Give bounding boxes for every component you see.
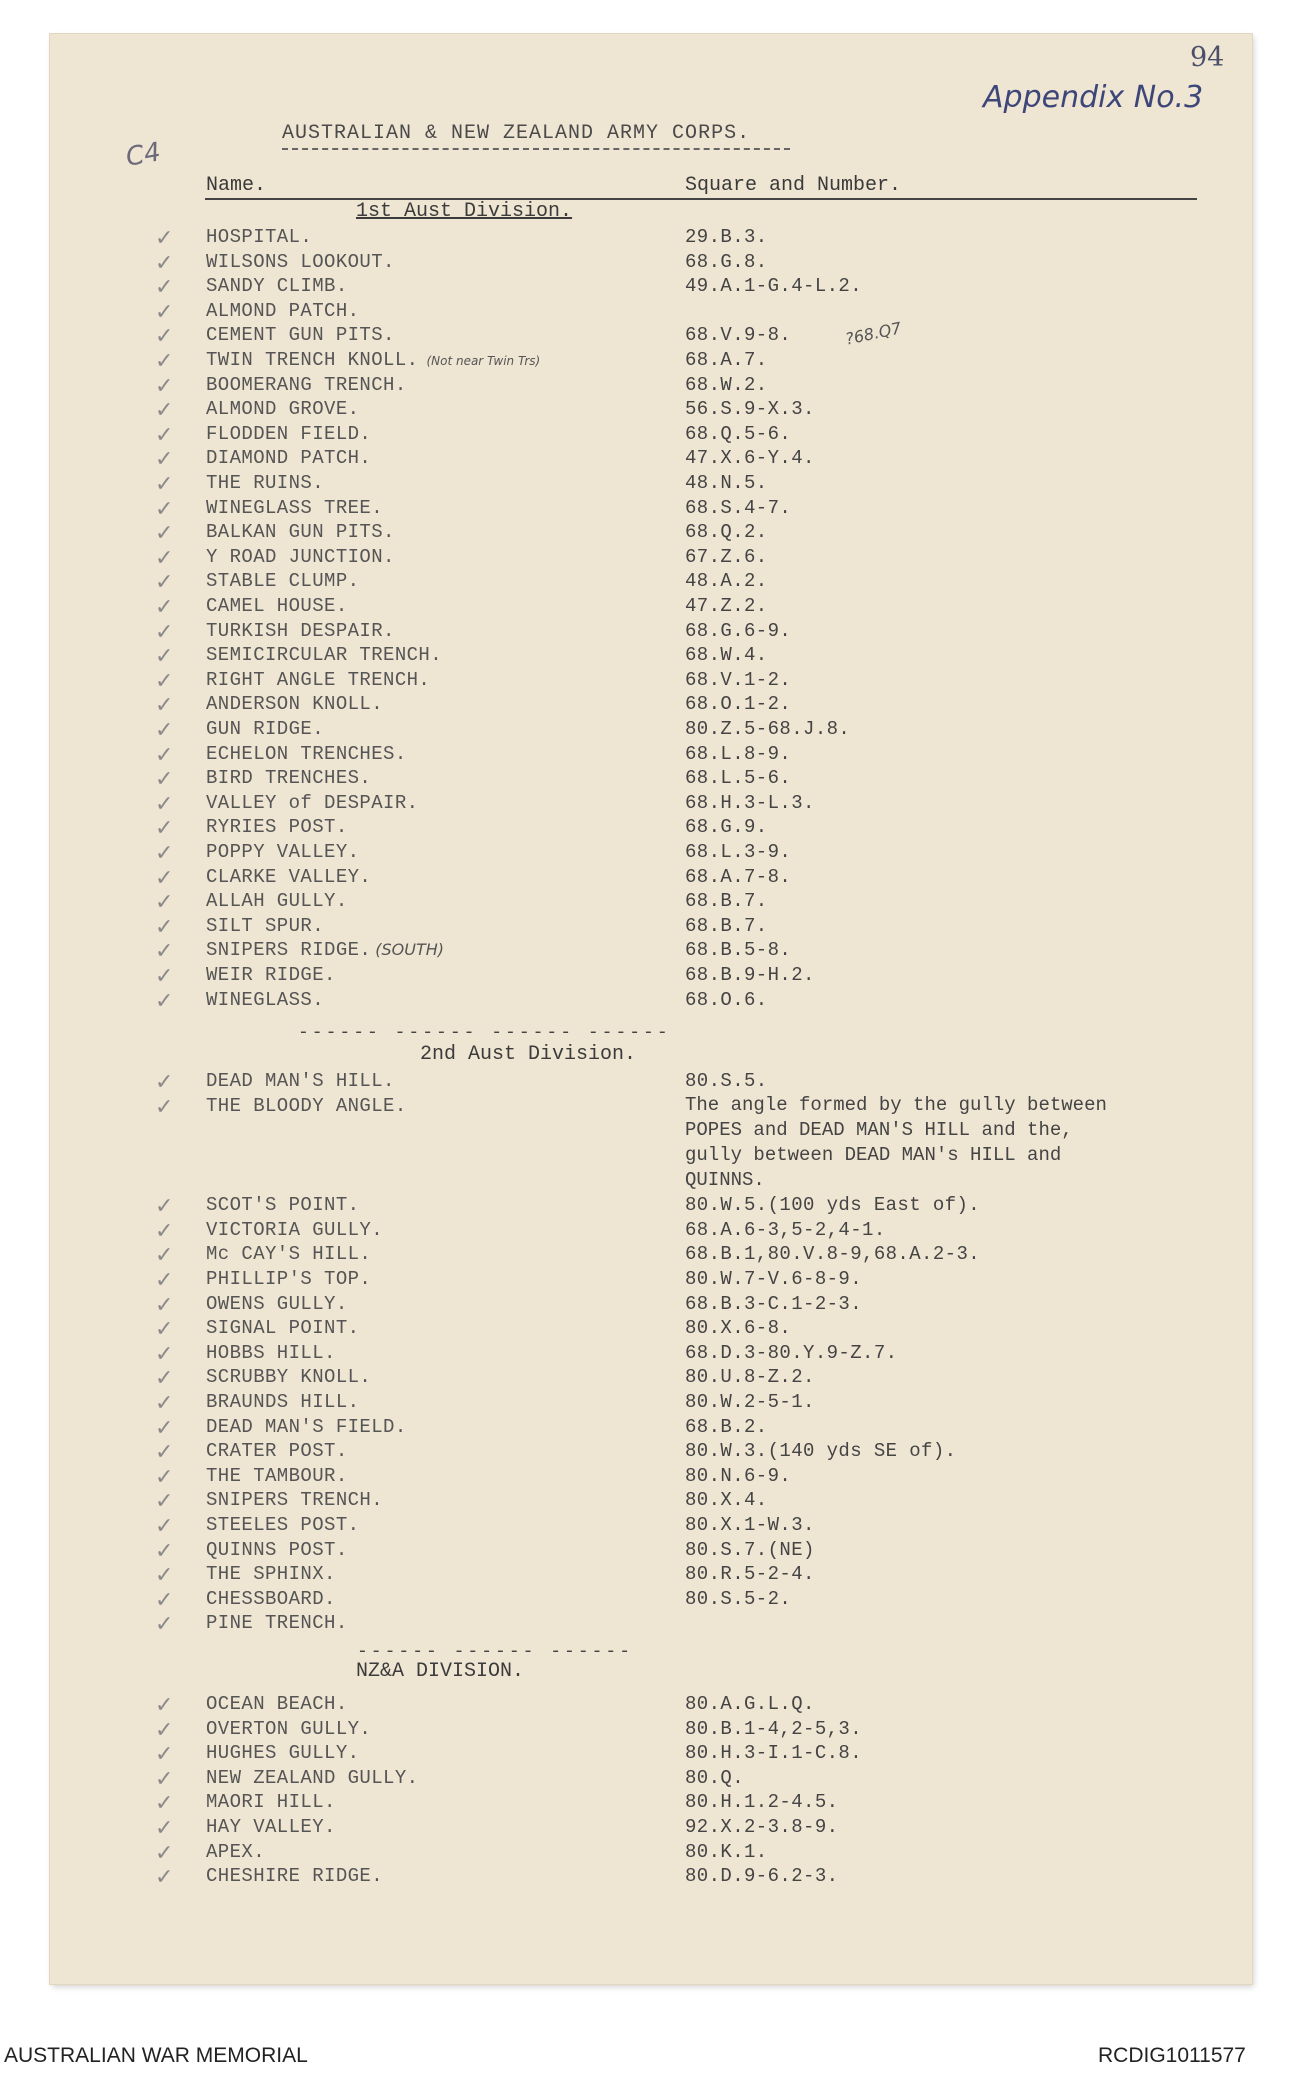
square-number: 56.S.9-X.3. — [685, 398, 815, 420]
place-name: POPPY VALLEY. — [206, 841, 360, 863]
check-mark-icon: ✓ — [155, 693, 174, 718]
check-mark-icon: ✓ — [155, 792, 174, 817]
check-mark-icon: ✓ — [155, 1194, 174, 1219]
table-row — [0, 546, 1250, 570]
table-row — [0, 1718, 1250, 1742]
place-name: BIRD TRENCHES. — [206, 767, 372, 789]
check-mark-icon: ✓ — [155, 644, 174, 669]
place-annotation: (SOUTH) — [375, 940, 444, 959]
check-mark-icon: ✓ — [155, 1293, 174, 1318]
square-number: 68.O.6. — [685, 989, 768, 1011]
check-mark-icon: ✓ — [155, 1563, 174, 1588]
place-name: SNIPERS RIDGE. (SOUTH) — [206, 939, 444, 961]
check-mark-icon: ✓ — [155, 1416, 174, 1441]
place-name: VALLEY of DESPAIR. — [206, 792, 419, 814]
table-row — [0, 816, 1250, 840]
square-number: 68.W.2. — [685, 374, 768, 396]
square-number: 68.Q.2. — [685, 521, 768, 543]
place-name: QUINNS POST. — [206, 1539, 348, 1561]
place-name: STABLE CLUMP. — [206, 570, 360, 592]
check-mark-icon: ✓ — [155, 890, 174, 915]
section-title-2nd-aust: 2nd Aust Division. — [420, 1043, 637, 1066]
square-number: 68.B.9-H.2. — [685, 964, 815, 986]
table-row — [0, 398, 1250, 422]
square-number: 80.W.7-V.6-8-9. — [685, 1268, 863, 1290]
table-row — [0, 275, 1250, 299]
place-name: WINEGLASS. — [206, 989, 325, 1011]
place-name: NEW ZEALAND GULLY. — [206, 1767, 419, 1789]
check-mark-icon: ✓ — [155, 1317, 174, 1342]
place-name: WINEGLASS TREE. — [206, 497, 384, 519]
place-name: CAMEL HOUSE. — [206, 595, 348, 617]
place-name: PHILLIP'S TOP. — [206, 1268, 372, 1290]
check-mark-icon: ✓ — [155, 939, 174, 964]
square-number: 80.Z.5-68.J.8. — [685, 718, 851, 740]
square-number: 68.D.3-80.Y.9-Z.7. — [685, 1342, 898, 1364]
square-number: 68.B.7. — [685, 915, 768, 937]
square-number: 80.S.7.(NE) — [685, 1539, 815, 1561]
table-row — [0, 447, 1250, 471]
check-mark-icon: ✓ — [155, 1865, 174, 1890]
table-row — [0, 226, 1250, 250]
section-separator-2: ------ ------ ------ — [357, 1642, 634, 1662]
square-number: 80.W.3.(140 yds SE of). — [685, 1440, 957, 1462]
check-mark-icon: ✓ — [155, 300, 174, 325]
table-row — [0, 669, 1250, 693]
table-row — [0, 251, 1250, 275]
square-number: 80.W.2-5-1. — [685, 1391, 815, 1413]
place-name: TURKISH DESPAIR. — [206, 620, 395, 642]
check-mark-icon: ✓ — [155, 1070, 174, 1095]
place-name: DEAD MAN'S HILL. — [206, 1070, 395, 1092]
square-number: 68.V.9-8. — [685, 324, 792, 346]
place-name: WILSONS LOOKOUT. — [206, 251, 395, 273]
place-name: THE BLOODY ANGLE. — [206, 1095, 407, 1117]
table-row — [0, 1342, 1250, 1366]
section-title-1st-aust: 1st Aust Division. — [356, 200, 573, 223]
square-number: 47.X.6-Y.4. — [685, 447, 815, 469]
square-number: 68.O.1-2. — [685, 693, 792, 715]
check-mark-icon: ✓ — [155, 324, 174, 349]
check-mark-icon: ✓ — [155, 1612, 174, 1637]
check-mark-icon: ✓ — [155, 1095, 174, 1120]
table-row — [0, 1742, 1250, 1766]
square-number: 68.B.5-8. — [685, 939, 792, 961]
table-row — [0, 324, 1250, 348]
place-name: RYRIES POST. — [206, 816, 348, 838]
table-row — [0, 521, 1250, 545]
check-mark-icon: ✓ — [155, 1219, 174, 1244]
place-name: APEX. — [206, 1841, 266, 1863]
check-mark-icon: ✓ — [155, 275, 174, 300]
place-name: TWIN TRENCH KNOLL. (Not near Twin Trs) — [206, 349, 541, 371]
square-number: 68.L.3-9. — [685, 841, 792, 863]
bloody-angle-description: The angle formed by the gully between POPES and DEAD MAN'S HILL and the, gully between DEAD MAN's HILL and QUINNS. — [685, 1094, 1107, 1191]
square-number: 80.S.5-2. — [685, 1588, 792, 1610]
table-row — [0, 1243, 1250, 1267]
table-row — [0, 841, 1250, 865]
table-row — [0, 1219, 1250, 1243]
table-row — [0, 1865, 1250, 1889]
table-row — [0, 767, 1250, 791]
check-mark-icon: ✓ — [155, 620, 174, 645]
table-row — [0, 964, 1250, 988]
place-name: BOOMERANG TRENCH. — [206, 374, 407, 396]
check-mark-icon: ✓ — [155, 521, 174, 546]
table-row — [0, 989, 1250, 1013]
table-row — [0, 1816, 1250, 1840]
table-row — [0, 1693, 1250, 1717]
handwritten-reference: ?68.Q7 — [843, 318, 904, 349]
table-row — [0, 1588, 1250, 1612]
check-mark-icon: ✓ — [155, 423, 174, 448]
table-row — [0, 1440, 1250, 1464]
square-number: 68.G.6-9. — [685, 620, 792, 642]
square-number: 68.G.8. — [685, 251, 768, 273]
check-mark-icon: ✓ — [155, 841, 174, 866]
table-row — [0, 1489, 1250, 1513]
footer-source: AUSTRALIAN WAR MEMORIAL — [4, 2044, 308, 2067]
table-row — [0, 915, 1250, 939]
check-mark-icon: ✓ — [155, 989, 174, 1014]
margin-mark: C4 — [123, 137, 164, 173]
check-mark-icon: ✓ — [155, 743, 174, 768]
square-number: 68.S.4-7. — [685, 497, 792, 519]
check-mark-icon: ✓ — [155, 767, 174, 792]
square-number: 67.Z.6. — [685, 546, 768, 568]
heading-rule — [282, 148, 790, 150]
check-mark-icon: ✓ — [155, 1391, 174, 1416]
square-number: 68.G.9. — [685, 816, 768, 838]
square-number: 80.W.5.(100 yds East of). — [685, 1194, 981, 1216]
place-name: SNIPERS TRENCH. — [206, 1489, 384, 1511]
check-mark-icon: ✓ — [155, 964, 174, 989]
place-name: CHESHIRE RIDGE. — [206, 1865, 384, 1887]
check-mark-icon: ✓ — [155, 1718, 174, 1743]
table-row — [0, 1366, 1250, 1390]
check-mark-icon: ✓ — [155, 349, 174, 374]
check-mark-icon: ✓ — [155, 915, 174, 940]
check-mark-icon: ✓ — [155, 1514, 174, 1539]
check-mark-icon: ✓ — [155, 866, 174, 891]
table-row — [0, 1268, 1250, 1292]
table-row — [0, 693, 1250, 717]
check-mark-icon: ✓ — [155, 1693, 174, 1718]
place-name: VICTORIA GULLY. — [206, 1219, 384, 1241]
place-name: STEELES POST. — [206, 1514, 360, 1536]
square-number: 80.U.8-Z.2. — [685, 1366, 815, 1388]
place-name: ALMOND PATCH. — [206, 300, 360, 322]
check-mark-icon: ✓ — [155, 1465, 174, 1490]
place-name: HOBBS HILL. — [206, 1342, 336, 1364]
table-row — [0, 423, 1250, 447]
square-number: 68.V.1-2. — [685, 669, 792, 691]
square-number: 80.H.1.2-4.5. — [685, 1791, 839, 1813]
square-number: 68.B.3-C.1-2-3. — [685, 1293, 863, 1315]
square-number: 80.X.1-W.3. — [685, 1514, 815, 1536]
square-number: 68.A.7. — [685, 349, 768, 371]
square-number: 80.X.6-8. — [685, 1317, 792, 1339]
place-name: DEAD MAN'S FIELD. — [206, 1416, 407, 1438]
place-name: HAY VALLEY. — [206, 1816, 336, 1838]
square-number: 68.L.8-9. — [685, 743, 792, 765]
square-number: 80.B.1-4,2-5,3. — [685, 1718, 863, 1740]
check-mark-icon: ✓ — [155, 1366, 174, 1391]
place-name: RIGHT ANGLE TRENCH. — [206, 669, 431, 691]
place-name: SCRUBBY KNOLL. — [206, 1366, 372, 1388]
square-number: 80.X.4. — [685, 1489, 768, 1511]
table-row — [0, 1767, 1250, 1791]
check-mark-icon: ✓ — [155, 1489, 174, 1514]
check-mark-icon: ✓ — [155, 497, 174, 522]
square-number: 48.A.2. — [685, 570, 768, 592]
square-number: 48.N.5. — [685, 472, 768, 494]
place-name: DIAMOND PATCH. — [206, 447, 372, 469]
check-mark-icon: ✓ — [155, 1342, 174, 1367]
table-row — [0, 1194, 1250, 1218]
table-row — [0, 1070, 1250, 1094]
square-number: 80.N.6-9. — [685, 1465, 792, 1487]
header-rule — [205, 198, 1197, 200]
table-row — [0, 1612, 1250, 1636]
place-name: OCEAN BEACH. — [206, 1693, 348, 1715]
table-row — [0, 1514, 1250, 1538]
table-row — [0, 1563, 1250, 1587]
check-mark-icon: ✓ — [155, 595, 174, 620]
check-mark-icon: ✓ — [155, 1243, 174, 1268]
table-row — [0, 890, 1250, 914]
footer-id: RCDIG1011577 — [1098, 2044, 1246, 2067]
square-number: 80.S.5. — [685, 1070, 768, 1092]
square-number: 68.B.7. — [685, 890, 768, 912]
square-number: 80.D.9-6.2-3. — [685, 1865, 839, 1887]
place-name: CLARKE VALLEY. — [206, 866, 372, 888]
column-header-name: Name. — [206, 174, 267, 197]
square-number: 29.B.3. — [685, 226, 768, 248]
table-row — [0, 300, 1250, 324]
check-mark-icon: ✓ — [155, 1791, 174, 1816]
place-name: BRAUNDS HILL. — [206, 1391, 360, 1413]
table-row — [0, 1317, 1250, 1341]
square-number: 49.A.1-G.4-L.2. — [685, 275, 863, 297]
place-name: ALLAH GULLY. — [206, 890, 348, 912]
table-row — [0, 718, 1250, 742]
place-name: HUGHES GULLY. — [206, 1742, 360, 1764]
table-row — [0, 1416, 1250, 1440]
place-name: OWENS GULLY. — [206, 1293, 348, 1315]
table-row — [0, 1791, 1250, 1815]
place-name: OVERTON GULLY. — [206, 1718, 372, 1740]
check-mark-icon: ✓ — [155, 472, 174, 497]
place-name: MAORI HILL. — [206, 1791, 336, 1813]
place-name: BALKAN GUN PITS. — [206, 521, 395, 543]
table-row — [0, 374, 1250, 398]
table-row — [0, 939, 1250, 963]
table-row — [0, 1539, 1250, 1563]
square-number: 80.H.3-I.1-C.8. — [685, 1742, 863, 1764]
square-number: 68.A.6-3,5-2,4-1. — [685, 1219, 886, 1241]
place-name: ALMOND GROVE. — [206, 398, 360, 420]
place-name: HOSPITAL. — [206, 226, 313, 248]
place-name: THE TAMBOUR. — [206, 1465, 348, 1487]
square-number: 68.W.4. — [685, 644, 768, 666]
check-mark-icon: ✓ — [155, 1742, 174, 1767]
square-number: 68.Q.5-6. — [685, 423, 792, 445]
square-number: 80.K.1. — [685, 1841, 768, 1863]
square-number: 68.L.5-6. — [685, 767, 792, 789]
place-name: FLODDEN FIELD. — [206, 423, 372, 445]
check-mark-icon: ✓ — [155, 1539, 174, 1564]
section-separator: ------ ------ ------ ------ — [298, 1023, 671, 1043]
square-number: 80.Q. — [685, 1767, 745, 1789]
check-mark-icon: ✓ — [155, 1268, 174, 1293]
table-row — [0, 349, 1250, 373]
table-row — [0, 792, 1250, 816]
table-row — [0, 1293, 1250, 1317]
place-name: THE RUINS. — [206, 472, 325, 494]
table-row — [0, 743, 1250, 767]
check-mark-icon: ✓ — [155, 718, 174, 743]
place-name: ANDERSON KNOLL. — [206, 693, 384, 715]
square-number: 68.A.7-8. — [685, 866, 792, 888]
table-row — [0, 1465, 1250, 1489]
table-row — [0, 1841, 1250, 1865]
place-name: CEMENT GUN PITS. — [206, 324, 395, 346]
column-header-ref: Square and Number. — [685, 174, 902, 197]
square-number: 68.B.1,80.V.8-9,68.A.2-3. — [685, 1243, 981, 1265]
appendix-stamp: Appendix No.3 — [983, 80, 1204, 115]
check-mark-icon: ✓ — [155, 1816, 174, 1841]
table-row — [0, 1391, 1250, 1415]
place-name: CHESSBOARD. — [206, 1588, 336, 1610]
place-name: GUN RIDGE. — [206, 718, 325, 740]
table-row — [0, 620, 1250, 644]
place-name: SANDY CLIMB. — [206, 275, 348, 297]
place-name: SILT SPUR. — [206, 915, 325, 937]
check-mark-icon: ✓ — [155, 669, 174, 694]
place-name: THE SPHINX. — [206, 1563, 336, 1585]
check-mark-icon: ✓ — [155, 546, 174, 571]
check-mark-icon: ✓ — [155, 374, 174, 399]
place-name: WEIR RIDGE. — [206, 964, 336, 986]
place-note: (Not near Twin Trs) — [426, 354, 541, 368]
check-mark-icon: ✓ — [155, 1767, 174, 1792]
table-row — [0, 472, 1250, 496]
place-name: CRATER POST. — [206, 1440, 348, 1462]
check-mark-icon: ✓ — [155, 398, 174, 423]
square-number: 80.R.5-2-4. — [685, 1563, 815, 1585]
place-name: SEMICIRCULAR TRENCH. — [206, 644, 443, 666]
section-title-nza: NZ&A DIVISION. — [356, 1660, 525, 1683]
table-row — [0, 866, 1250, 890]
check-mark-icon: ✓ — [155, 447, 174, 472]
table-row — [0, 644, 1250, 668]
place-name: Y ROAD JUNCTION. — [206, 546, 395, 568]
check-mark-icon: ✓ — [155, 570, 174, 595]
place-name: PINE TRENCH. — [206, 1612, 348, 1634]
place-name: ECHELON TRENCHES. — [206, 743, 407, 765]
check-mark-icon: ✓ — [155, 226, 174, 251]
square-number: 80.A.G.L.Q. — [685, 1693, 815, 1715]
place-name: Mc CAY'S HILL. — [206, 1243, 372, 1265]
check-mark-icon: ✓ — [155, 1588, 174, 1613]
page-number: 94 — [1190, 42, 1225, 73]
square-number: 68.H.3-L.3. — [685, 792, 815, 814]
place-name: SIGNAL POINT. — [206, 1317, 360, 1339]
table-row — [0, 570, 1250, 594]
check-mark-icon: ✓ — [155, 816, 174, 841]
place-name: SCOT'S POINT. — [206, 1194, 360, 1216]
square-number: 47.Z.2. — [685, 595, 768, 617]
check-mark-icon: ✓ — [155, 251, 174, 276]
square-number: 92.X.2-3.8-9. — [685, 1816, 839, 1838]
document-heading: AUSTRALIAN & NEW ZEALAND ARMY CORPS. — [282, 122, 751, 145]
check-mark-icon: ✓ — [155, 1440, 174, 1465]
table-row — [0, 595, 1250, 619]
square-number: 68.B.2. — [685, 1416, 768, 1438]
check-mark-icon: ✓ — [155, 1841, 174, 1866]
table-row — [0, 497, 1250, 521]
